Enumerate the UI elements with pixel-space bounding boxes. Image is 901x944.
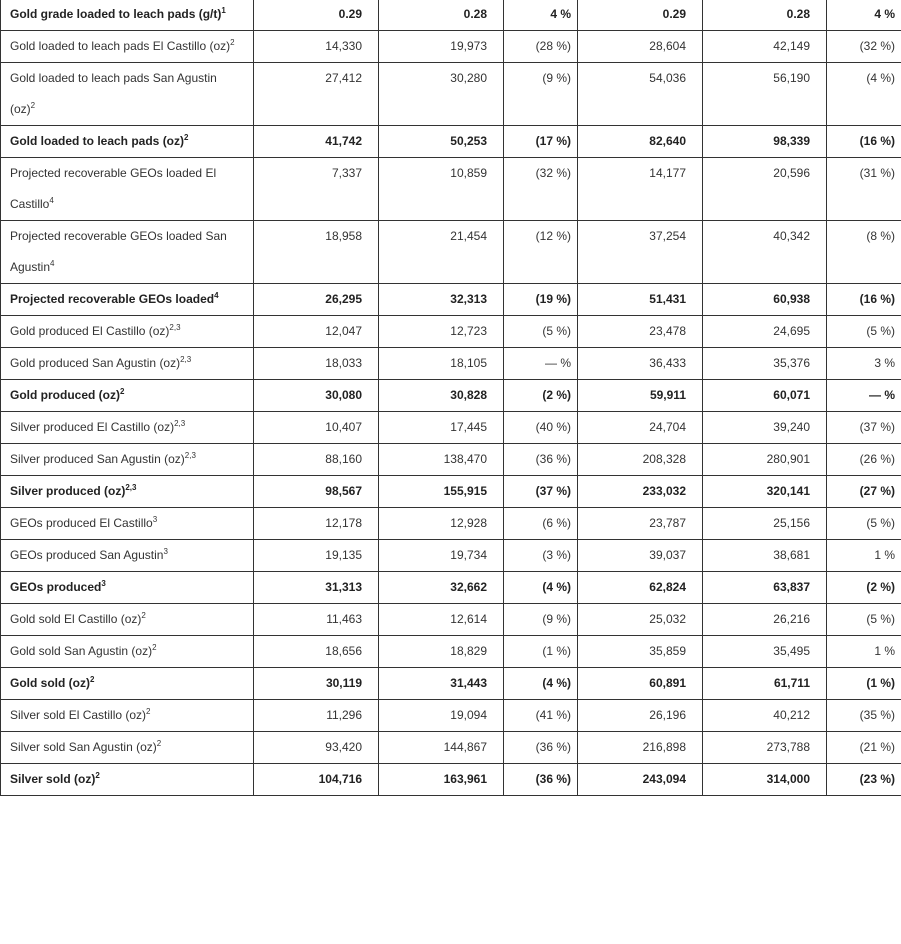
value-cell: 14,177 bbox=[578, 158, 703, 221]
footnote-marker: 2 bbox=[90, 675, 95, 684]
value-cell: 63,837 bbox=[703, 572, 827, 604]
row-label-text: Gold loaded to leach pads San Agustin (oz) bbox=[10, 71, 217, 116]
change-cell: (9 %) bbox=[504, 63, 578, 126]
value-cell: 163,961 bbox=[379, 764, 504, 796]
value-cell: 10,859 bbox=[379, 158, 504, 221]
value-cell: 7,337 bbox=[254, 158, 379, 221]
change-cell: (37 %) bbox=[827, 412, 901, 444]
value-cell: 11,463 bbox=[254, 604, 379, 636]
change-cell: (16 %) bbox=[827, 284, 901, 316]
value-cell: 0.28 bbox=[703, 0, 827, 31]
change-cell: (5 %) bbox=[504, 316, 578, 348]
row-label bbox=[1, 572, 254, 604]
row-label-text: Gold sold (oz) bbox=[10, 676, 90, 690]
value-cell: 35,376 bbox=[703, 348, 827, 380]
value-cell: 50,253 bbox=[379, 126, 504, 158]
table-row bbox=[1, 476, 901, 508]
footnote-marker: 2 bbox=[152, 643, 157, 652]
value-cell: 17,445 bbox=[379, 412, 504, 444]
change-cell: (9 %) bbox=[504, 604, 578, 636]
table-row bbox=[1, 732, 901, 764]
change-cell: (31 %) bbox=[827, 158, 901, 221]
change-cell: — % bbox=[504, 348, 578, 380]
row-label bbox=[1, 63, 254, 126]
value-cell: 24,704 bbox=[578, 412, 703, 444]
row-label-text: Silver sold (oz) bbox=[10, 772, 96, 786]
value-cell: 59,911 bbox=[578, 380, 703, 412]
value-cell: 40,212 bbox=[703, 700, 827, 732]
value-cell: 98,567 bbox=[254, 476, 379, 508]
row-label-text: Gold produced San Agustin (oz) bbox=[10, 356, 181, 370]
table-row bbox=[1, 348, 901, 380]
row-label bbox=[1, 508, 254, 540]
row-label-text: Gold loaded to leach pads (oz) bbox=[10, 134, 185, 148]
change-cell: (5 %) bbox=[827, 316, 901, 348]
value-cell: 12,614 bbox=[379, 604, 504, 636]
change-cell: (8 %) bbox=[827, 221, 901, 284]
row-label-text: Gold loaded to leach pads El Castillo (oz) bbox=[10, 39, 231, 53]
value-cell: 62,824 bbox=[578, 572, 703, 604]
value-cell: 320,141 bbox=[703, 476, 827, 508]
change-cell: (17 %) bbox=[504, 126, 578, 158]
row-label bbox=[1, 668, 254, 700]
change-cell: (2 %) bbox=[827, 572, 901, 604]
table-row bbox=[1, 412, 901, 444]
footnote-marker: 4 bbox=[49, 196, 54, 205]
footnote-marker: 2 bbox=[230, 38, 235, 47]
value-cell: 19,094 bbox=[379, 700, 504, 732]
row-label bbox=[1, 732, 254, 764]
value-cell: 280,901 bbox=[703, 444, 827, 476]
value-cell: 24,695 bbox=[703, 316, 827, 348]
value-cell: 88,160 bbox=[254, 444, 379, 476]
value-cell: 12,723 bbox=[379, 316, 504, 348]
value-cell: 208,328 bbox=[578, 444, 703, 476]
row-label bbox=[1, 764, 254, 796]
footnote-marker: 3 bbox=[152, 515, 158, 524]
change-cell: 3 % bbox=[827, 348, 901, 380]
value-cell: 12,928 bbox=[379, 508, 504, 540]
footnote-marker: 2 bbox=[184, 133, 189, 142]
value-cell: 60,071 bbox=[703, 380, 827, 412]
table-row bbox=[1, 604, 901, 636]
table-row bbox=[1, 764, 901, 796]
value-cell: 31,443 bbox=[379, 668, 504, 700]
value-cell: 54,036 bbox=[578, 63, 703, 126]
table-body bbox=[1, 0, 901, 796]
row-label bbox=[1, 0, 254, 31]
row-label bbox=[1, 158, 254, 221]
value-cell: 30,080 bbox=[254, 380, 379, 412]
change-cell: — % bbox=[827, 380, 901, 412]
value-cell: 19,135 bbox=[254, 540, 379, 572]
footnote-marker: 2,3 bbox=[174, 419, 186, 428]
change-cell: (40 %) bbox=[504, 412, 578, 444]
change-cell: (1 %) bbox=[827, 668, 901, 700]
table-row bbox=[1, 636, 901, 668]
change-cell: (3 %) bbox=[504, 540, 578, 572]
value-cell: 144,867 bbox=[379, 732, 504, 764]
row-label-text: Gold grade loaded to leach pads (g/t) bbox=[10, 7, 222, 21]
value-cell: 26,216 bbox=[703, 604, 827, 636]
value-cell: 51,431 bbox=[578, 284, 703, 316]
footnote-marker: 2,3 bbox=[125, 483, 137, 492]
value-cell: 30,280 bbox=[379, 63, 504, 126]
value-cell: 0.29 bbox=[254, 0, 379, 31]
value-cell: 31,313 bbox=[254, 572, 379, 604]
value-cell: 18,829 bbox=[379, 636, 504, 668]
row-label bbox=[1, 700, 254, 732]
change-cell: (36 %) bbox=[504, 732, 578, 764]
value-cell: 20,596 bbox=[703, 158, 827, 221]
row-label-text: Gold sold El Castillo (oz) bbox=[10, 612, 142, 626]
value-cell: 42,149 bbox=[703, 31, 827, 63]
change-cell: (19 %) bbox=[504, 284, 578, 316]
change-cell: (16 %) bbox=[827, 126, 901, 158]
change-cell: (12 %) bbox=[504, 221, 578, 284]
value-cell: 60,891 bbox=[578, 668, 703, 700]
change-cell: (5 %) bbox=[827, 508, 901, 540]
footnote-marker: 2,3 bbox=[169, 323, 181, 332]
value-cell: 30,828 bbox=[379, 380, 504, 412]
table-row bbox=[1, 668, 901, 700]
value-cell: 12,047 bbox=[254, 316, 379, 348]
value-cell: 273,788 bbox=[703, 732, 827, 764]
change-cell: (1 %) bbox=[504, 636, 578, 668]
value-cell: 0.28 bbox=[379, 0, 504, 31]
table-row bbox=[1, 0, 901, 31]
value-cell: 30,119 bbox=[254, 668, 379, 700]
row-label bbox=[1, 540, 254, 572]
value-cell: 36,433 bbox=[578, 348, 703, 380]
value-cell: 11,296 bbox=[254, 700, 379, 732]
table-row bbox=[1, 63, 901, 126]
footnote-marker: 4 bbox=[214, 291, 219, 300]
footnote-marker: 2 bbox=[95, 771, 100, 780]
row-label-text: Gold sold San Agustin (oz) bbox=[10, 644, 153, 658]
value-cell: 56,190 bbox=[703, 63, 827, 126]
value-cell: 39,037 bbox=[578, 540, 703, 572]
value-cell: 10,407 bbox=[254, 412, 379, 444]
footnote-marker: 4 bbox=[50, 259, 55, 268]
change-cell: 4 % bbox=[504, 0, 578, 31]
table-row bbox=[1, 444, 901, 476]
value-cell: 93,420 bbox=[254, 732, 379, 764]
change-cell: (26 %) bbox=[827, 444, 901, 476]
row-label-text: Projected recoverable GEOs loaded San Agustin bbox=[10, 229, 227, 274]
footnote-marker: 3 bbox=[101, 579, 106, 588]
table-row bbox=[1, 126, 901, 158]
value-cell: 98,339 bbox=[703, 126, 827, 158]
value-cell: 18,656 bbox=[254, 636, 379, 668]
value-cell: 41,742 bbox=[254, 126, 379, 158]
row-label-text: Silver produced San Agustin (oz) bbox=[10, 452, 185, 466]
value-cell: 60,938 bbox=[703, 284, 827, 316]
value-cell: 82,640 bbox=[578, 126, 703, 158]
value-cell: 14,330 bbox=[254, 31, 379, 63]
row-label-text: Silver produced (oz) bbox=[10, 484, 126, 498]
value-cell: 35,495 bbox=[703, 636, 827, 668]
value-cell: 32,313 bbox=[379, 284, 504, 316]
value-cell: 12,178 bbox=[254, 508, 379, 540]
value-cell: 19,734 bbox=[379, 540, 504, 572]
change-cell: (41 %) bbox=[504, 700, 578, 732]
value-cell: 32,662 bbox=[379, 572, 504, 604]
value-cell: 25,156 bbox=[703, 508, 827, 540]
value-cell: 314,000 bbox=[703, 764, 827, 796]
table-row bbox=[1, 572, 901, 604]
value-cell: 243,094 bbox=[578, 764, 703, 796]
row-label bbox=[1, 476, 254, 508]
row-label bbox=[1, 284, 254, 316]
value-cell: 39,240 bbox=[703, 412, 827, 444]
row-label bbox=[1, 126, 254, 158]
value-cell: 216,898 bbox=[578, 732, 703, 764]
row-label bbox=[1, 444, 254, 476]
footnote-marker: 3 bbox=[163, 547, 168, 556]
row-label bbox=[1, 412, 254, 444]
change-cell: (37 %) bbox=[504, 476, 578, 508]
row-label-text: Silver sold San Agustin (oz) bbox=[10, 740, 157, 754]
table-row bbox=[1, 284, 901, 316]
value-cell: 18,958 bbox=[254, 221, 379, 284]
value-cell: 23,478 bbox=[578, 316, 703, 348]
change-cell: (23 %) bbox=[827, 764, 901, 796]
change-cell: (5 %) bbox=[827, 604, 901, 636]
footnote-marker: 2 bbox=[141, 611, 146, 620]
change-cell: (28 %) bbox=[504, 31, 578, 63]
change-cell: (4 %) bbox=[827, 63, 901, 126]
table-row bbox=[1, 508, 901, 540]
row-label-text: Silver produced El Castillo (oz) bbox=[10, 420, 175, 434]
change-cell: 1 % bbox=[827, 540, 901, 572]
value-cell: 61,711 bbox=[703, 668, 827, 700]
value-cell: 40,342 bbox=[703, 221, 827, 284]
value-cell: 26,295 bbox=[254, 284, 379, 316]
row-label-text: Projected recoverable GEOs loaded bbox=[10, 292, 215, 306]
change-cell: (2 %) bbox=[504, 380, 578, 412]
value-cell: 37,254 bbox=[578, 221, 703, 284]
footnote-marker: 1 bbox=[221, 6, 226, 15]
value-cell: 104,716 bbox=[254, 764, 379, 796]
value-cell: 0.29 bbox=[578, 0, 703, 31]
value-cell: 25,032 bbox=[578, 604, 703, 636]
change-cell: (4 %) bbox=[504, 668, 578, 700]
value-cell: 35,859 bbox=[578, 636, 703, 668]
value-cell: 233,032 bbox=[578, 476, 703, 508]
change-cell: 1 % bbox=[827, 636, 901, 668]
row-label bbox=[1, 316, 254, 348]
row-label bbox=[1, 348, 254, 380]
value-cell: 26,196 bbox=[578, 700, 703, 732]
table-row bbox=[1, 31, 901, 63]
table-row bbox=[1, 540, 901, 572]
change-cell: 4 % bbox=[827, 0, 901, 31]
row-label-text: Silver sold El Castillo (oz) bbox=[10, 708, 147, 722]
table-row bbox=[1, 700, 901, 732]
value-cell: 27,412 bbox=[254, 63, 379, 126]
row-label-text: Projected recoverable GEOs loaded El Castillo bbox=[10, 166, 217, 211]
change-cell: (36 %) bbox=[504, 764, 578, 796]
change-cell: (21 %) bbox=[827, 732, 901, 764]
value-cell: 28,604 bbox=[578, 31, 703, 63]
change-cell: (4 %) bbox=[504, 572, 578, 604]
row-label-text: Gold produced (oz) bbox=[10, 388, 120, 402]
row-label-text: Gold produced El Castillo (oz) bbox=[10, 324, 170, 338]
row-label bbox=[1, 636, 254, 668]
footnote-marker: 2 bbox=[156, 739, 162, 748]
value-cell: 23,787 bbox=[578, 508, 703, 540]
footnote-marker: 2 bbox=[30, 101, 36, 110]
change-cell: (32 %) bbox=[504, 158, 578, 221]
value-cell: 38,681 bbox=[703, 540, 827, 572]
table-row bbox=[1, 158, 901, 221]
value-cell: 155,915 bbox=[379, 476, 504, 508]
row-label-text: GEOs produced San Agustin bbox=[10, 548, 164, 562]
value-cell: 138,470 bbox=[379, 444, 504, 476]
footnote-marker: 2 bbox=[120, 387, 125, 396]
table-row bbox=[1, 221, 901, 284]
change-cell: (35 %) bbox=[827, 700, 901, 732]
value-cell: 19,973 bbox=[379, 31, 504, 63]
row-label bbox=[1, 31, 254, 63]
change-cell: (32 %) bbox=[827, 31, 901, 63]
table-row bbox=[1, 316, 901, 348]
value-cell: 18,105 bbox=[379, 348, 504, 380]
row-label-text: GEOs produced bbox=[10, 580, 102, 594]
change-cell: (27 %) bbox=[827, 476, 901, 508]
change-cell: (6 %) bbox=[504, 508, 578, 540]
footnote-marker: 2,3 bbox=[184, 451, 196, 460]
footnote-marker: 2 bbox=[146, 707, 151, 716]
change-cell: (36 %) bbox=[504, 444, 578, 476]
row-label bbox=[1, 604, 254, 636]
value-cell: 18,033 bbox=[254, 348, 379, 380]
row-label bbox=[1, 380, 254, 412]
row-label-text: GEOs produced El Castillo bbox=[10, 516, 153, 530]
table-row bbox=[1, 380, 901, 412]
row-label bbox=[1, 221, 254, 284]
footnote-marker: 2,3 bbox=[180, 355, 192, 364]
value-cell: 21,454 bbox=[379, 221, 504, 284]
